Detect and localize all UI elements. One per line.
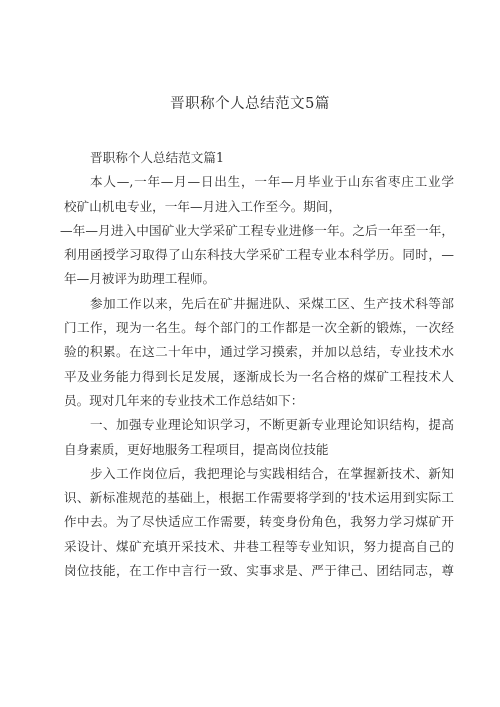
paragraph-line: 作中去。为了尽快适应工作需要，转变身份角色，我努力学习煤矿开	[64, 514, 454, 530]
paragraph-line: —年—月进入中国矿业大学采矿工程专业进修一年。之后一年至一年，	[60, 222, 454, 238]
paragraph-line: 步入工作岗位后，我把理论与实践相结合，在掌握新技术、新知	[90, 465, 454, 481]
document-title: 晋职称个人总结范文5篇	[170, 96, 330, 112]
paragraph-line: 采设计、煤矿充填开采技术、井巷工程等专业知识，努力提高自己的	[64, 538, 454, 554]
paragraph-line: 识、新标准规范的基础上，根据工作需要将学到的'技术运用到实际工	[64, 490, 454, 506]
paragraph-line: 岗位技能，在工作中言行一致、实事求是、严于律己、团结同志，尊	[64, 563, 454, 579]
paragraph-line: 年—月被评为助理工程师。	[64, 271, 216, 287]
paragraph-line: 验的积累。在这二十年中，通过学习摸索，并加以总结，专业技术水	[64, 344, 454, 360]
section-heading: 一、加强专业理论知识学习，不断更新专业理论知识结构，提高	[90, 417, 454, 433]
paragraph-line: 校矿山机电专业，一年—月进入工作至今。期间，	[64, 198, 342, 214]
section-heading: 晋职称个人总结范文篇1	[90, 150, 224, 165]
section-heading: 自身素质，更好地服务工程项目，提高岗位技能	[64, 441, 329, 457]
paragraph-line: 平及业务能力得到长足发展，逐渐成长为一名合格的煤矿工程技术人	[64, 368, 454, 384]
paragraph-line: 利用函授学习取得了山东科技大学采矿工程专业本科学历。同时，—	[64, 247, 454, 263]
document-body	[60, 146, 454, 583]
paragraph-line: 参加工作以来，先后在矿井掘进队、采煤工区、生产技术科等部	[90, 295, 454, 311]
paragraph-line: 本人—,一年—月—日出生，一年—月毕业于山东省枣庄工业学	[90, 174, 454, 190]
paragraph-line: 员。现对几年来的专业技术工作总结如下：	[64, 392, 304, 408]
paragraph-line: 门工作，现为一名生。每个部门的工作都是一次全新的锻炼，一次经	[64, 320, 454, 336]
